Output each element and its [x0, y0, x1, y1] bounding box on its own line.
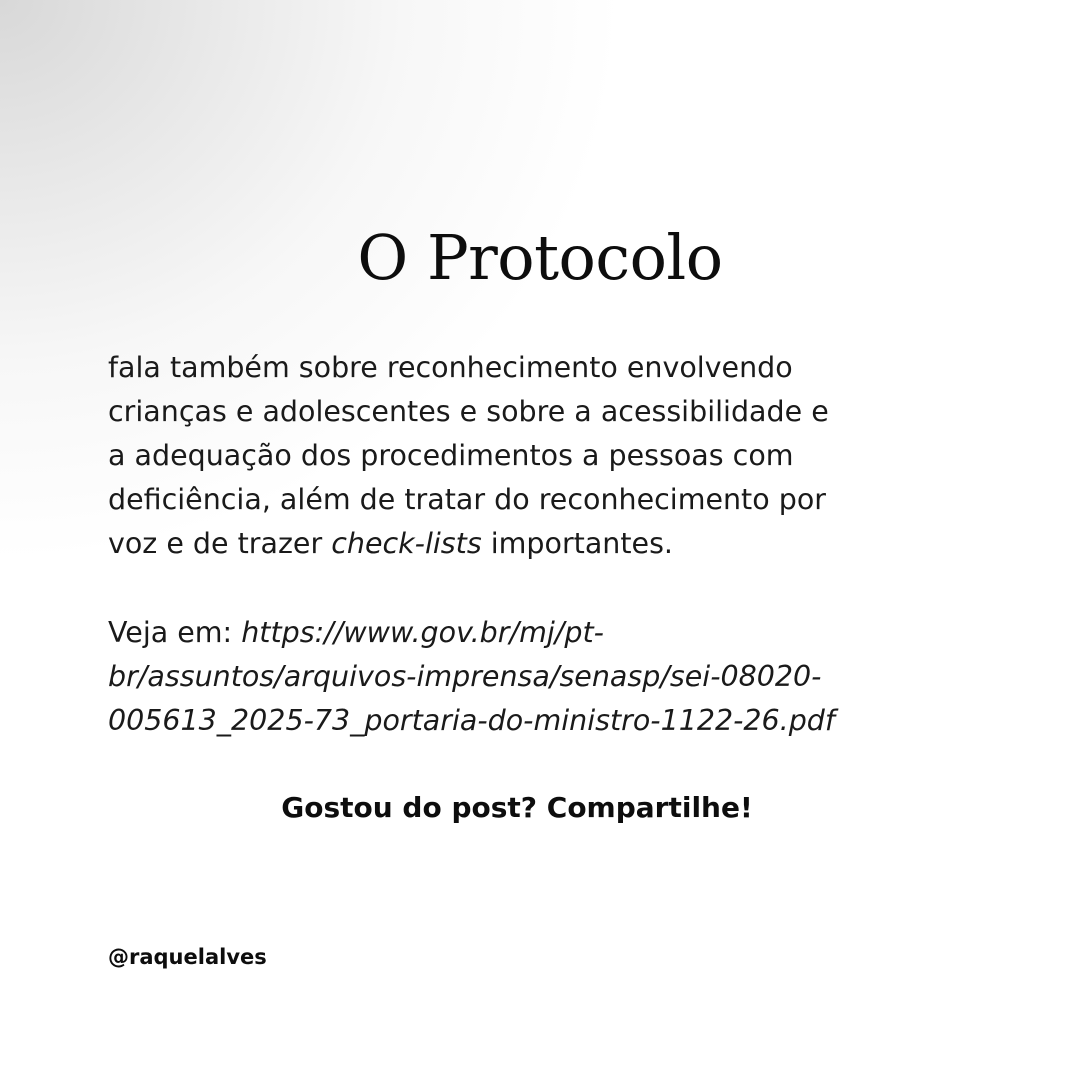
italic-term: check-lists: [331, 527, 482, 560]
share-call-to-action: Gostou do post? Compartilhe!: [281, 791, 753, 824]
author-handle: @raquelalves: [108, 945, 267, 969]
body-line: crianças e adolescentes e sobre a acessibilidade e: [108, 395, 829, 428]
body-line: [108, 522, 938, 566]
source-url-part: br/assuntos/arquivos-imprensa/senasp/sei-08020-: [108, 660, 822, 693]
body-line: fala também sobre reconhecimento envolvendo: [108, 351, 793, 384]
body-text-segment: importantes.: [481, 527, 673, 560]
body-line: a adequação dos procedimentos a pessoas com: [108, 439, 794, 472]
body-line: deficiência, além de tratar do reconhecimento por: [108, 483, 826, 516]
source-paragraph: [108, 611, 938, 743]
source-url-part: 005613_2025-73_portaria-do-ministro-1122-26.pdf: [108, 704, 835, 737]
source-label: Veja em:: [108, 616, 242, 649]
source-line: [108, 699, 938, 743]
source-line: [108, 655, 938, 699]
source-line: [108, 611, 938, 655]
body-text-segment: voz e de trazer: [108, 527, 332, 560]
post-title: O Protocolo: [357, 221, 723, 294]
body-paragraph: [108, 346, 938, 566]
source-url-part: https://www.gov.br/mj/pt-: [241, 616, 604, 649]
